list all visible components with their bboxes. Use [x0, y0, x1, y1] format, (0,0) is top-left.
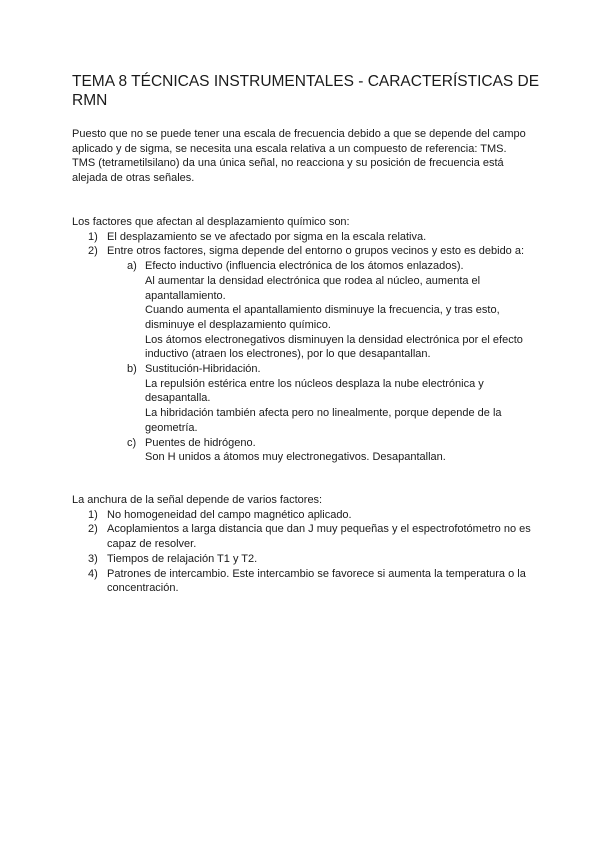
item-number: 4)	[88, 567, 98, 580]
chemical-shift-section	[72, 215, 534, 465]
item-text: El desplazamiento se ve afectado por sigma en la escala relativa.	[107, 230, 427, 243]
item-text: Patrones de intercambio. Este intercambio se favorece si aumenta la temperatura o la concentración.	[107, 567, 526, 595]
item-number: a)	[127, 260, 137, 273]
item-number: 2)	[88, 245, 98, 258]
list-item	[72, 230, 534, 245]
item-detail: Al aumentar la densidad electrónica que rodea al núcleo, aumenta el apantallamiento.	[145, 274, 481, 302]
item-detail: Son H unidos a átomos muy electronegativos. Desapantallan.	[145, 451, 446, 464]
list-item	[72, 508, 534, 523]
section-heading: La anchura de la señal depende de varios factores:	[72, 494, 323, 506]
list-item	[72, 567, 534, 596]
intro-block	[72, 127, 534, 186]
item-text: Sustitución-Hibridación.	[145, 363, 261, 376]
item-detail: La hibridación también afecta pero no linealmente, porque depende de la geometría.	[145, 407, 502, 434]
item-number: b)	[127, 363, 137, 376]
item-text: Puentes de hidrógeno.	[145, 436, 256, 449]
factors-list	[72, 230, 534, 465]
item-number: 3)	[88, 552, 98, 565]
list-item	[72, 552, 534, 567]
item-detail: Los átomos electronegativos disminuyen la densidad electrónica por el efecto inductivo (atraen los electrones), por lo que desapantallan.	[145, 333, 523, 361]
page-title: TEMA 8 TÉCNICAS INSTRUMENTALES - CARACTERÍSTICAS DE RMN	[72, 73, 540, 109]
item-text: Acoplamientos a larga distancia que dan J muy pequeñas y el espectrofotómetro no es capaz de resolver.	[107, 523, 531, 551]
item-number: 2)	[88, 523, 98, 536]
intro-paragraph: Puesto que no se puede tener una escala de frecuencia debido a que se depende del campo aplicado y de sigma, se necesita una escala relativa a un compuesto de referencia: TMS.	[72, 128, 526, 155]
item-detail: Cuando aumenta el apantallamiento disminuye la frecuencia, y tras esto, disminuye el desplazamiento químico.	[145, 304, 500, 331]
list-item	[72, 522, 534, 551]
item-number: 1)	[88, 230, 98, 243]
item-text: Efecto inductivo (influencia electrónica de los átomos enlazados).	[145, 260, 464, 273]
sub-list-item	[72, 259, 534, 362]
width-factors-list	[72, 508, 534, 596]
signal-width-section	[72, 493, 534, 596]
item-number: 1)	[88, 508, 98, 521]
section-heading: Los factores que afectan al desplazamiento químico son:	[72, 216, 350, 228]
sub-list-item	[72, 362, 534, 436]
intro-paragraph: TMS (tetrametilsilano) da una única señal, no reacciona y su posición de frecuencia está alejada de otras señales.	[72, 157, 504, 185]
item-number: c)	[127, 436, 137, 449]
sub-list-item	[72, 436, 534, 465]
item-text: Entre otros factores, sigma depende del entorno o grupos vecinos y esto es debido a:	[107, 245, 525, 258]
item-text: Tiempos de relajación T1 y T2.	[107, 552, 258, 565]
item-text: No homogeneidad del campo magnético aplicado.	[107, 508, 352, 521]
item-detail: La repulsión estérica entre los núcleos desplaza la nube electrónica y desapantalla.	[145, 377, 484, 405]
sub-factors-list	[72, 259, 534, 465]
list-item	[72, 244, 534, 465]
